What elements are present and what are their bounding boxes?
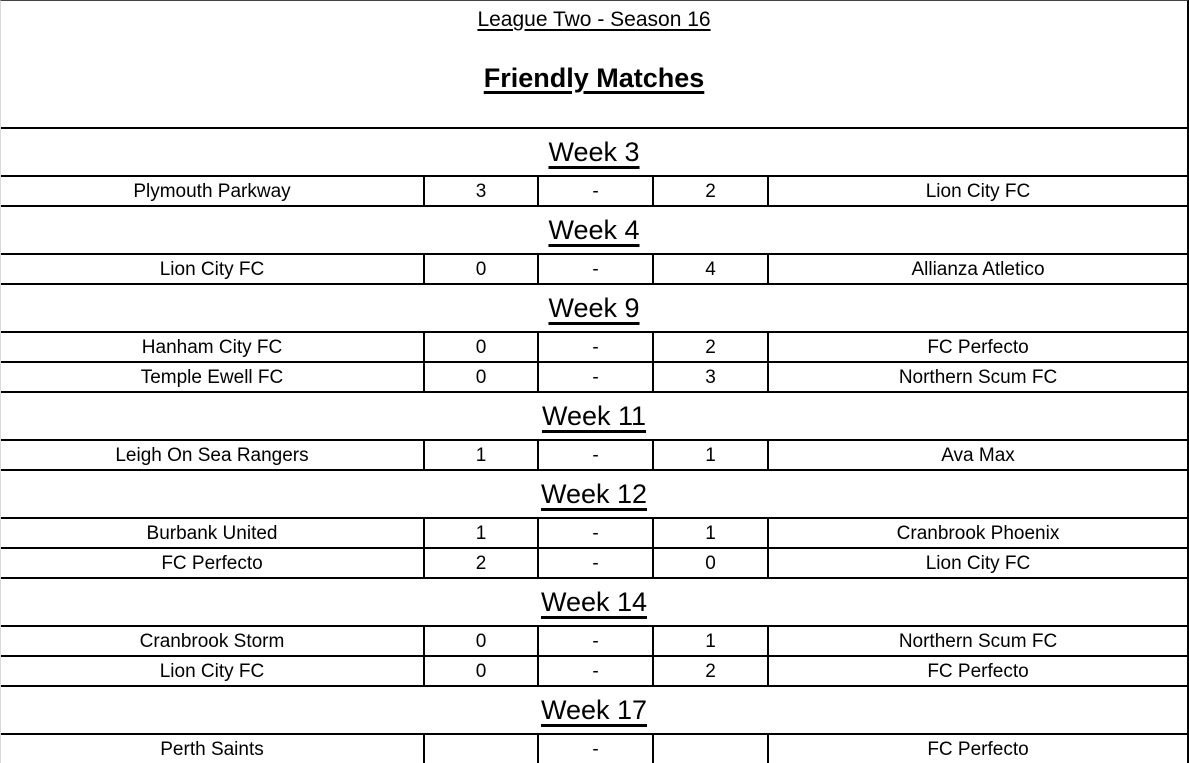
away-score-cell: 3 (652, 363, 767, 391)
match-row (1, 441, 1187, 471)
week-label: Week 4 (548, 214, 640, 245)
away-team-cell: Allianza Atletico (767, 255, 1187, 283)
away-team-cell: FC Perfecto (767, 657, 1187, 685)
home-score-cell: 0 (423, 333, 537, 361)
home-team-cell: Burbank United (146, 522, 278, 544)
week-label: Week 17 (540, 694, 648, 725)
away-score-cell: 4 (652, 255, 767, 283)
match-row (1, 519, 1187, 549)
week-matches (1, 177, 1187, 207)
away-score-cell (652, 735, 767, 763)
week-header (1, 579, 1187, 627)
away-team-cell: Ava Max (767, 441, 1187, 469)
match-row (1, 255, 1187, 285)
week-section (1, 129, 1187, 207)
week-label: Week 12 (540, 478, 648, 509)
home-score-cell: 1 (423, 441, 537, 469)
score-separator-cell: - (537, 549, 652, 577)
away-score-cell: 2 (652, 657, 767, 685)
week-header (1, 285, 1187, 333)
home-team-cell: Plymouth Parkway (133, 180, 291, 202)
week-label: Week 9 (548, 292, 640, 323)
league-title: League Two - Season 16 (477, 8, 711, 31)
match-row (1, 627, 1187, 657)
weeks-container (1, 129, 1187, 763)
match-row (1, 363, 1187, 393)
away-team-cell: Northern Scum FC (767, 627, 1187, 655)
score-separator-cell: - (537, 177, 652, 205)
home-score-cell: 3 (423, 177, 537, 205)
week-section (1, 393, 1187, 471)
home-team-cell: Perth Saints (160, 738, 264, 760)
home-score-cell: 0 (423, 255, 537, 283)
away-score-cell: 1 (652, 627, 767, 655)
home-team-cell: Cranbrook Storm (139, 630, 285, 652)
week-header (1, 393, 1187, 441)
away-team-cell: Lion City FC (767, 549, 1187, 577)
week-section (1, 687, 1187, 763)
week-header (1, 687, 1187, 735)
match-row (1, 735, 1187, 763)
away-team-cell: Cranbrook Phoenix (767, 519, 1187, 547)
home-team-cell: Lion City FC (159, 660, 265, 682)
away-team-cell: Lion City FC (767, 177, 1187, 205)
home-team-cell: Temple Ewell FC (140, 366, 284, 388)
away-score-cell: 1 (652, 519, 767, 547)
week-matches (1, 735, 1187, 763)
week-header (1, 471, 1187, 519)
match-row (1, 657, 1187, 687)
home-score-cell: 1 (423, 519, 537, 547)
match-row (1, 177, 1187, 207)
week-header (1, 129, 1187, 177)
away-score-cell: 1 (652, 441, 767, 469)
week-section (1, 207, 1187, 285)
match-row (1, 549, 1187, 579)
home-score-cell: 0 (423, 363, 537, 391)
score-separator-cell: - (537, 333, 652, 361)
week-label: Week 11 (541, 400, 647, 431)
home-team-cell: FC Perfecto (161, 552, 263, 574)
week-matches (1, 255, 1187, 285)
week-matches (1, 627, 1187, 687)
home-score-cell (423, 735, 537, 763)
week-section (1, 285, 1187, 393)
score-separator-cell: - (537, 255, 652, 283)
away-score-cell: 2 (652, 177, 767, 205)
week-matches (1, 519, 1187, 579)
score-separator-cell: - (537, 519, 652, 547)
away-score-cell: 2 (652, 333, 767, 361)
home-team-cell: Hanham City FC (141, 336, 283, 358)
away-team-cell: FC Perfecto (767, 735, 1187, 763)
home-score-cell: 2 (423, 549, 537, 577)
score-separator-cell: - (537, 441, 652, 469)
home-score-cell: 0 (423, 657, 537, 685)
week-matches (1, 441, 1187, 471)
score-separator-cell: - (537, 657, 652, 685)
week-label: Week 14 (540, 586, 648, 617)
week-matches (1, 333, 1187, 393)
home-team-cell: Lion City FC (159, 258, 265, 280)
week-section (1, 579, 1187, 687)
document-title: Friendly Matches (483, 63, 705, 93)
score-separator-cell: - (537, 735, 652, 763)
score-separator-cell: - (537, 627, 652, 655)
week-section (1, 471, 1187, 579)
home-team-cell: Leigh On Sea Rangers (115, 444, 309, 466)
document-header (1, 1, 1187, 129)
away-team-cell: FC Perfecto (767, 333, 1187, 361)
week-header (1, 207, 1187, 255)
week-label: Week 3 (548, 136, 640, 167)
away-score-cell: 0 (652, 549, 767, 577)
away-team-cell: Northern Scum FC (767, 363, 1187, 391)
score-separator-cell: - (537, 363, 652, 391)
home-score-cell: 0 (423, 627, 537, 655)
match-row (1, 333, 1187, 363)
